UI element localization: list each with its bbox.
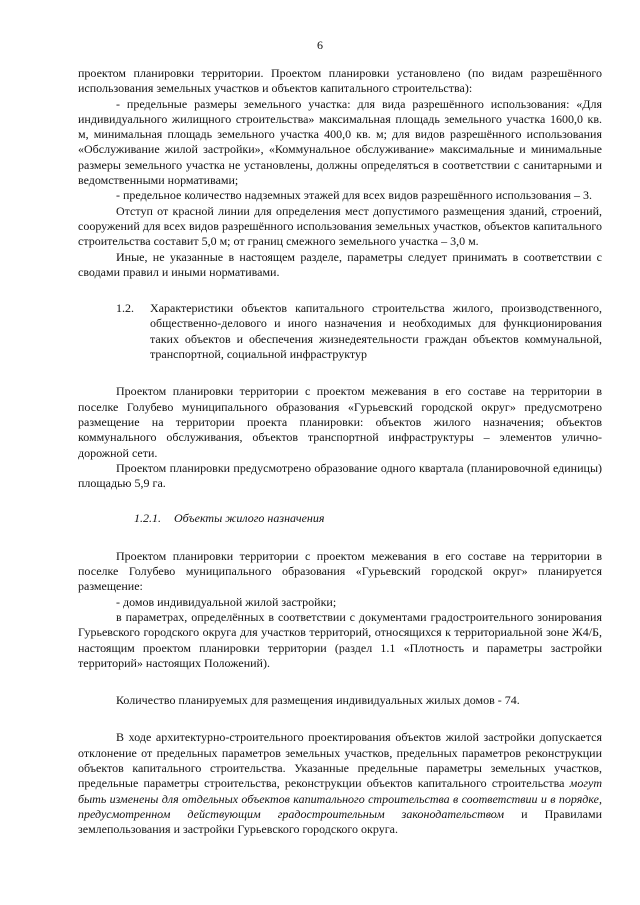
- paragraph: Проектом планировки территории с проектом межевания в его составе на территории в поселке Голубево муниципального образования «Гурьевский городской округ» предусмотрено размещение на территории проекта планировки: объектов жилого назначения; объектов коммунального обслуживания, объектов транспортной инфраструктуры – элементов улично-дорожной сети.: [78, 384, 602, 460]
- paragraph: - домов индивидуальной жилой застройки;: [116, 594, 337, 609]
- subsection-number: 1.2.1.: [134, 511, 161, 526]
- page-number: 6: [317, 38, 323, 52]
- paragraph: - предельное количество надземных этажей для всех видов разрешённого использования – 3.: [116, 188, 593, 203]
- paragraph-text: В ходе архитектурно-строительного проектирования объектов жилой застройки допускается отклонение от предельных параметров земельных участков, предельных параметров реконструкции объектов капитального строительства. Указанные предельные параметры земельных участков, предельные параметры строительства, реконструкции объектов капитального строительства: [78, 730, 602, 791]
- paragraph: Количество планируемых для размещения индивидуальных жилых домов - 74.: [116, 693, 520, 708]
- document-body: [78, 66, 602, 837]
- paragraph: Проектом планировки территории с проектом межевания в его составе на территории в поселке Голубево муниципального образования «Гурьевский городской округ» планируется размещение:: [78, 548, 602, 594]
- paragraph: Отступ от красной линии для определения мест допустимого размещения зданий, строений, сооружений для всех видов разрешённого использования земельных участков, объектов капитального строительства составит 5,0 м; от границ смежного земельного участка – 3,0 м.: [78, 203, 602, 249]
- paragraph: проектом планировки территории. Проектом планировки установлено (по видам разрешённого использования земельных участков и объектов капитального строительства):: [78, 66, 602, 96]
- paragraph-italic-text: могут быть изменены для отдельных объектов капитального строительства в соответствии и в порядке, предусмотренном действующим градостроительным законодательством: [78, 776, 602, 821]
- paragraph-text: и Правилами землепользования и застройки Гурьевского городского округа.: [78, 806, 602, 837]
- paragraph: Иные, не указанные в настоящем разделе, параметры следует принимать в соответствии с сводами правил и иными нормативами.: [78, 249, 602, 279]
- subsection-title: Объекты жилого назначения: [174, 511, 325, 526]
- section-heading: [78, 301, 602, 362]
- paragraph: - предельные размеры земельного участка: для вида разрешённого использования: «Для индивидуального жилищного строительства» максимальная площадь земельного участка 1600,0 кв. м, минимальная площадь земельного участка 400,0 кв. м; для видов разрешённого использования «Обслуживание жилой застройки», «Коммунальное обслуживание» максимальные и минимальные размеры земельного участка не установлены, должны определяться в соответствии с санитарными и ведомственными нормативами;: [78, 96, 602, 188]
- section-title: Характеристики объектов капитального строительства жилого, производственного, общественно-делового и иного назначения и необходимых для функционирования таких объектов и обеспечения жизнедеятельности граждан объектов коммунальной, транспортной, социальной инфраструктур: [150, 301, 602, 362]
- subsection-heading: [134, 511, 602, 526]
- section-number: 1.2.: [116, 301, 134, 316]
- paragraph: в параметрах, определённых в соответствии с документами градостроительного зонирования Гурьевского городского округа для участков территорий, относящихся к территориальной зоне Ж4/Б, настоящим проектом планировки территории (раздел 1.1 «Плотность и параметры застройки территорий» настоящих Положений).: [78, 609, 602, 670]
- paragraph: Проектом планировки предусмотрено образование одного квартала (планировочной единицы) площадью 5,9 га.: [78, 460, 602, 491]
- paragraph: [78, 730, 602, 837]
